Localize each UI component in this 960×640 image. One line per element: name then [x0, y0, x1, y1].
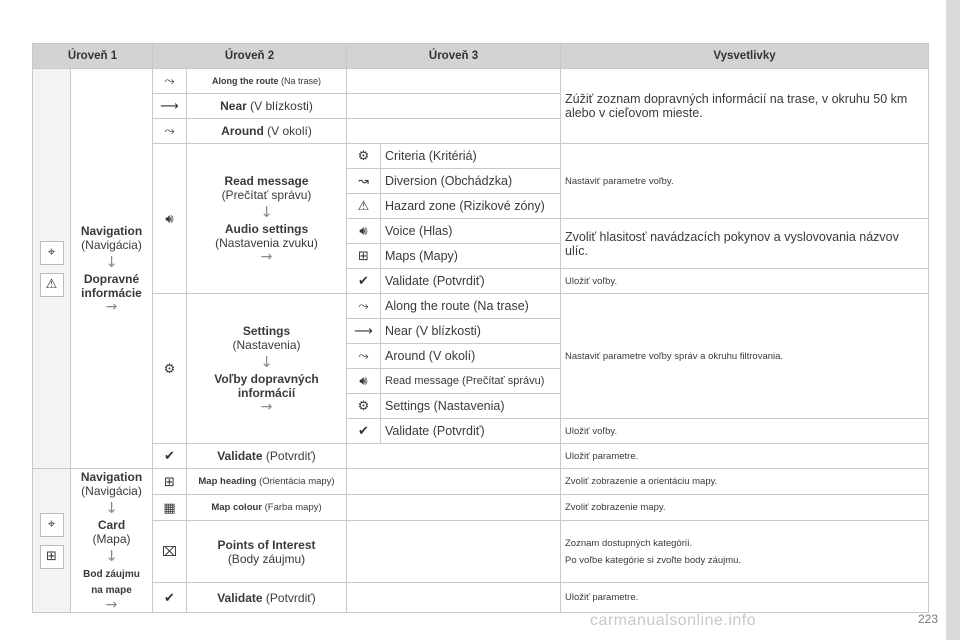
gear-icon: ⚙ [347, 394, 381, 419]
g1-desc-save: Uložiť voľby. [561, 269, 929, 294]
g1-nav-sub: (Navigácia) [81, 237, 142, 252]
near-icon: ⟶ [347, 319, 381, 344]
empty-cell [347, 495, 561, 521]
warning-icon: ⚠ [40, 273, 64, 297]
right-arrow-icon: → [105, 298, 118, 315]
empty-cell [347, 94, 561, 119]
g2-map-heading[interactable] [187, 469, 347, 495]
read-rest: (Prečítať správu) [221, 187, 312, 202]
down-arrow-icon: ↓ [105, 252, 118, 271]
heading-bold: Map heading [198, 475, 257, 487]
down-arrow-icon: ↓ [105, 498, 118, 517]
menu-table [32, 43, 929, 613]
speaker-icon: 🔊︎ [153, 144, 187, 294]
g1-desc-save2: Uložiť voľby. [561, 419, 929, 444]
audio-bold: Audio settings [224, 221, 309, 236]
header-level3: Úroveň 3 [347, 44, 561, 69]
right-margin-bar [946, 0, 960, 640]
l3-hazard[interactable]: Hazard zone (Rizikové zóny) [381, 194, 561, 219]
l3b-around[interactable]: Around (V okolí) [381, 344, 561, 369]
crosshair-icon: ⌖ [40, 513, 64, 537]
l3-maps[interactable]: Maps (Mapy) [381, 244, 561, 269]
check-icon: ✔ [153, 583, 187, 613]
g2-desc-poi [561, 521, 929, 583]
g1-validate[interactable] [187, 444, 347, 469]
header-level1: Úroveň 1 [33, 44, 153, 69]
along-rest: (Na trase) [278, 76, 321, 86]
l3-criteria[interactable]: Criteria (Kritériá) [381, 144, 561, 169]
check-icon: ✔ [153, 444, 187, 469]
near-bold: Near [220, 99, 247, 113]
voice-icon: 🔊︎ [347, 219, 381, 244]
g1-read-audio[interactable] [187, 144, 347, 294]
g1-nav-label: Navigation [80, 223, 143, 238]
check-icon: ✔ [347, 269, 381, 294]
l3b-read[interactable]: Read message (Prečítať správu) [381, 369, 561, 394]
empty-cell [347, 119, 561, 144]
g1-desc-params: Nastaviť parametre voľby. [561, 144, 929, 219]
g2-desc-colour: Zvoliť zobrazenie mapy. [561, 495, 929, 521]
g1-desc-saveparams: Uložiť parametre. [561, 444, 929, 469]
header-notes: Vysvetlivky [561, 44, 929, 69]
g2-map-colour[interactable] [187, 495, 347, 521]
l3b-validate[interactable]: Validate (Potvrdiť) [381, 419, 561, 444]
down-arrow-icon: ↓ [260, 352, 273, 371]
g2-icon-cell [33, 469, 71, 613]
diversion-icon: ↝ [347, 169, 381, 194]
hazard-icon: ⚠ [347, 194, 381, 219]
poi-rest: (Body záujmu) [227, 551, 306, 566]
g2-poi-label: Bod záujmu [83, 568, 140, 580]
g2-validate[interactable] [187, 583, 347, 613]
poi-icon: ⌧ [153, 521, 187, 583]
down-arrow-icon: ↓ [105, 546, 118, 565]
empty-cell [347, 69, 561, 94]
g2-nav-sub: (Navigácia) [81, 483, 142, 498]
empty-cell [347, 583, 561, 613]
g1-traffic-label2: informácie [81, 285, 142, 300]
g2-validate-bold: Validate [217, 590, 263, 605]
empty-cell [347, 469, 561, 495]
read-bold: Read message [224, 173, 309, 188]
near-icon: ⟶ [153, 94, 187, 119]
page-number: 223 [917, 612, 938, 626]
poi-bold: Points of Interest [217, 537, 316, 552]
around-rest: (V okolí) [263, 124, 312, 138]
options-bold2: informácií [237, 385, 296, 400]
around-icon: ⤳ [153, 119, 187, 144]
speaker-icon: 🔊︎ [347, 369, 381, 394]
g1-icon-cell [33, 69, 71, 469]
g1-level1 [71, 69, 153, 469]
colour-rest: (Farba mapy) [262, 501, 322, 513]
g1-row-along[interactable] [187, 69, 347, 94]
g2-nav-label: Navigation [80, 469, 143, 484]
right-arrow-icon: → [260, 398, 273, 415]
l3-voice[interactable]: Voice (Hlas) [381, 219, 561, 244]
l3b-settings[interactable]: Settings (Nastavenia) [381, 394, 561, 419]
g1-desc-filter-params: Nastaviť parametre voľby správ a okruhu filtrovania. [561, 294, 929, 419]
g1-settings[interactable] [187, 294, 347, 444]
maps-icon: ⊞ [347, 244, 381, 269]
g1-row-near[interactable] [187, 94, 347, 119]
g2-card-sub: (Mapa) [92, 531, 131, 546]
empty-cell [347, 444, 561, 469]
check-icon: ✔ [347, 419, 381, 444]
near-rest: (V blízkosti) [246, 99, 313, 113]
g2-validate-rest: (Potvrdiť) [262, 590, 316, 605]
crosshair-icon: ⌖ [40, 241, 64, 265]
g2-desc-heading: Zvoliť zobrazenie a orientáciu mapy. [561, 469, 929, 495]
criteria-icon: ⚙ [347, 144, 381, 169]
g1-row-around[interactable] [187, 119, 347, 144]
poi-desc-1: Zoznam dostupných kategórií. [565, 537, 693, 549]
poi-desc-2: Po voľbe kategórie si zvoľte body záujmu. [565, 554, 742, 566]
route-icon: ⤳ [153, 69, 187, 94]
map-colour-icon: ▦ [153, 495, 187, 521]
around-icon: ⤳ [347, 344, 381, 369]
around-bold: Around [221, 124, 264, 138]
gear-icon: ⚙ [153, 294, 187, 444]
settings-rest: (Nastavenia) [232, 337, 301, 352]
audio-rest: (Nastavenia zvuku) [215, 235, 318, 250]
down-arrow-icon: ↓ [260, 202, 273, 221]
l3b-along[interactable]: Along the route (Na trase) [381, 294, 561, 319]
validate-bold: Validate [217, 449, 263, 463]
header-level2: Úroveň 2 [153, 44, 347, 69]
g2-desc-save: Uložiť parametre. [561, 583, 929, 613]
settings-bold: Settings [242, 323, 291, 338]
g2-level1 [71, 469, 153, 613]
l3b-near[interactable]: Near (V blízkosti) [381, 319, 561, 344]
validate-rest: (Potvrdiť) [262, 449, 316, 463]
map-grid-icon: ⊞ [40, 545, 64, 569]
map-heading-icon: ⊞ [153, 469, 187, 495]
colour-bold: Map colour [211, 501, 262, 513]
g1-desc-voice: Zvoliť hlasitosť navádzacích pokynov a vyslovovania názvov ulíc. [561, 219, 929, 269]
right-arrow-icon: → [260, 248, 273, 265]
g1-traffic-label: Dopravné [83, 271, 140, 286]
g2-card-label: Card [97, 517, 126, 532]
options-bold: Voľby dopravných [214, 371, 319, 386]
g1-desc-filter: Zúžiť zoznam dopravných informácií na trase, v okruhu 50 km alebo v cieľovom mieste. [561, 69, 929, 144]
l3-diversion[interactable]: Diversion (Obchádzka) [381, 169, 561, 194]
g2-poi-label2: na mape [91, 584, 132, 596]
watermark: carmanualsonline.info [590, 612, 757, 629]
along-bold: Along the route [211, 76, 279, 86]
g2-poi[interactable] [187, 521, 347, 583]
right-arrow-icon: → [105, 596, 118, 613]
empty-cell [347, 521, 561, 583]
header-row [33, 44, 929, 69]
heading-rest: (Orientácia mapy) [256, 475, 335, 487]
route-icon: ⤳ [347, 294, 381, 319]
l3-validate[interactable]: Validate (Potvrdiť) [381, 269, 561, 294]
